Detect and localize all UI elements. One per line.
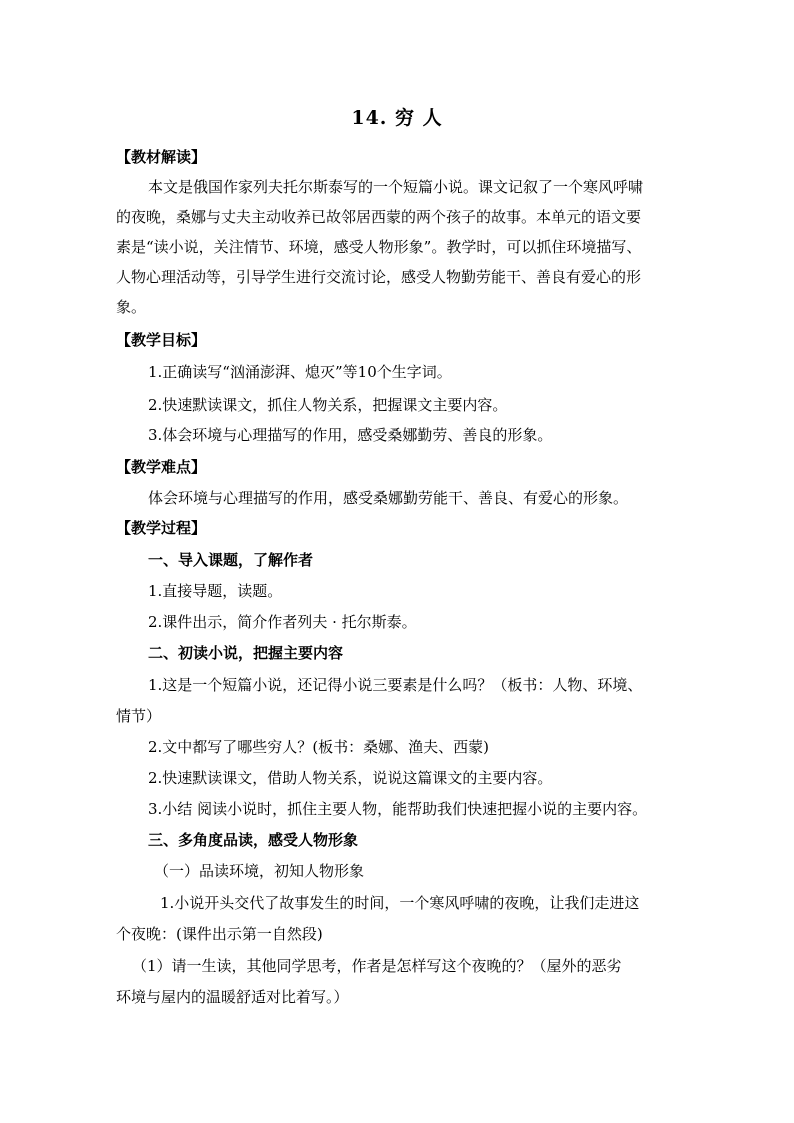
list-item: 1.正确读写“汹涌澎湃、熄灭”等10个生字词。 (148, 363, 452, 381)
paragraph-line: 的夜晚，桑娜与丈夫主动收养已故邻居西蒙的两个孩子的故事。本单元的语文要 (116, 208, 642, 226)
list-item: 2.快速默读课文，抓住人物关系，把握课文主要内容。 (148, 396, 508, 414)
list-item: 2.文中都写了哪些穷人？(板书：桑娜、渔夫、西蒙) (148, 738, 490, 756)
list-item: 2.快速默读课文，借助人物关系，说说这篇课文的主要内容。 (148, 769, 553, 787)
paragraph-line: 体会环境与心理描写的作用，感受桑娜勤劳能干、善良、有爱心的形象。 (148, 489, 629, 507)
subheading: 一、导入课题，了解作者 (148, 551, 314, 569)
subheading: 二、初读小说，把握主要内容 (148, 644, 344, 662)
list-item-continuation: 个夜晚：(课件出示第一自然段) (116, 925, 323, 943)
subheading: 三、多角度品读，感受人物形象 (148, 831, 359, 849)
list-item-continuation: 情节） (116, 707, 162, 725)
section-heading-textbook-analysis: 【教材解读】 (116, 148, 207, 166)
list-item: 3.体会环境与心理描写的作用，感受桑娜勤劳、善良的形象。 (148, 426, 553, 444)
section-heading-teaching-process: 【教学过程】 (116, 519, 207, 537)
list-item: 1.小说开头交代了故事发生的时间，一个寒风呼啸的夜晚，让我们走进这 (160, 894, 640, 912)
list-item: 1.直接导题，读题。 (148, 582, 283, 600)
paragraph-line: 素是“读小说，关注情节、环境，感受人物形象”。教学时，可以抓住环境描写、 (116, 238, 642, 256)
list-item-continuation: 环境与屋内的温暖舒适对比着写。） (116, 988, 349, 1006)
page-title: 14. 穷 人 (351, 107, 443, 129)
paragraph-line: 本文是俄国作家列夫托尔斯泰写的一个短篇小说。课文记叙了一个寒风呼啸 (148, 178, 644, 196)
list-item: （1）请一生读，其他同学思考，作者是怎样写这个夜晚的？（屋外的恶劣 (132, 957, 622, 975)
section-heading-teaching-goals: 【教学目标】 (116, 331, 207, 349)
list-item: 3.小结 阅读小说时，抓住主要人物，能帮助我们快速把握小说的主要内容。 (148, 800, 648, 818)
list-item: 1.这是一个短篇小说，还记得小说三要素是什么吗？（板书：人物、环境、 (148, 676, 643, 694)
subsection-heading: （一）品读环境，初知人物形象 (154, 862, 365, 880)
section-heading-teaching-difficulty: 【教学难点】 (116, 458, 207, 476)
paragraph-line: 人物心理活动等，引导学生进行交流讨论，感受人物勤劳能干、善良有爱心的形 (116, 268, 642, 286)
paragraph-line: 象。 (116, 298, 147, 316)
list-item: 2.课件出示，简介作者列夫 · 托尔斯泰。 (148, 613, 417, 631)
